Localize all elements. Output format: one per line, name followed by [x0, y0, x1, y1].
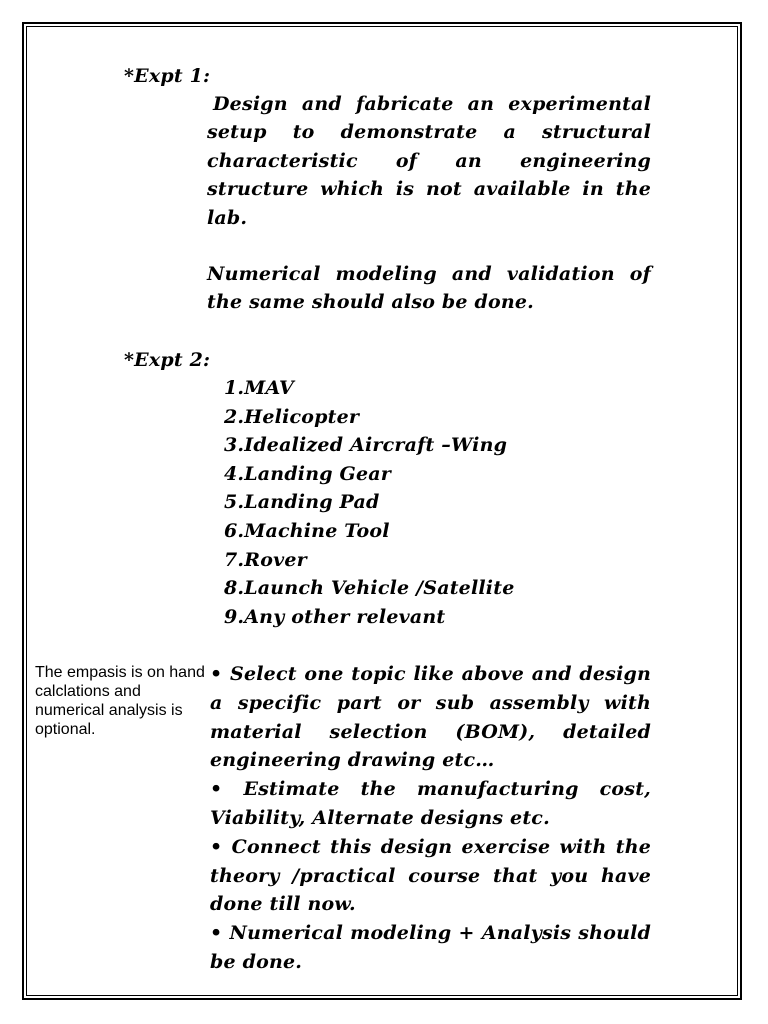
task-item — [210, 660, 651, 775]
topic-item: 4.Landing Gear — [224, 462, 391, 485]
task-item — [210, 919, 651, 977]
bullet-glyph: • — [210, 835, 223, 858]
expt2-heading: *Expt 2: — [124, 349, 211, 371]
task-list — [210, 660, 651, 977]
topic-item: 5.Landing Pad — [224, 491, 380, 514]
bullet-glyph: • — [210, 778, 223, 801]
task-text: Connect this design exercise with the theory /practical course that you have done till now. — [210, 835, 651, 916]
bullet-glyph: • — [210, 663, 223, 685]
task-item — [210, 775, 651, 833]
topic-item: 8.Launch Vehicle /Satellite — [224, 577, 515, 600]
side-note: The empasis is on hand calclations and numerical analysis is optional. — [35, 664, 205, 738]
expt1-description: Design and fabricate an experimental setup to demonstrate a structural characteristic of an engineering structure which is not available in the lab. — [207, 93, 651, 229]
topic-list — [224, 374, 515, 631]
task-text: Select one topic like above and design a specific part or sub assembly with material selection (BOM), detailed engineering drawing etc… — [210, 663, 651, 772]
task-text: Numerical modeling + Analysis should be done. — [210, 922, 651, 973]
topic-item: 1.MAV — [224, 377, 294, 399]
task-text: Estimate the manufacturing cost, Viability, Alternate designs etc. — [210, 778, 651, 829]
expt1-validation-note: Numerical modeling and validation of the same should also be done. — [207, 263, 651, 314]
topic-item: 9.Any other relevant — [224, 605, 446, 628]
task-item — [210, 833, 651, 919]
topic-item: 6.Machine Tool — [224, 519, 390, 542]
topic-item: 3.Idealized Aircraft –Wing — [224, 434, 508, 457]
topic-item: 7.Rover — [224, 548, 307, 571]
topic-item: 2.Helicopter — [224, 405, 360, 428]
expt1-heading: *Expt 1: — [124, 65, 211, 87]
bullet-glyph: • — [210, 922, 223, 945]
